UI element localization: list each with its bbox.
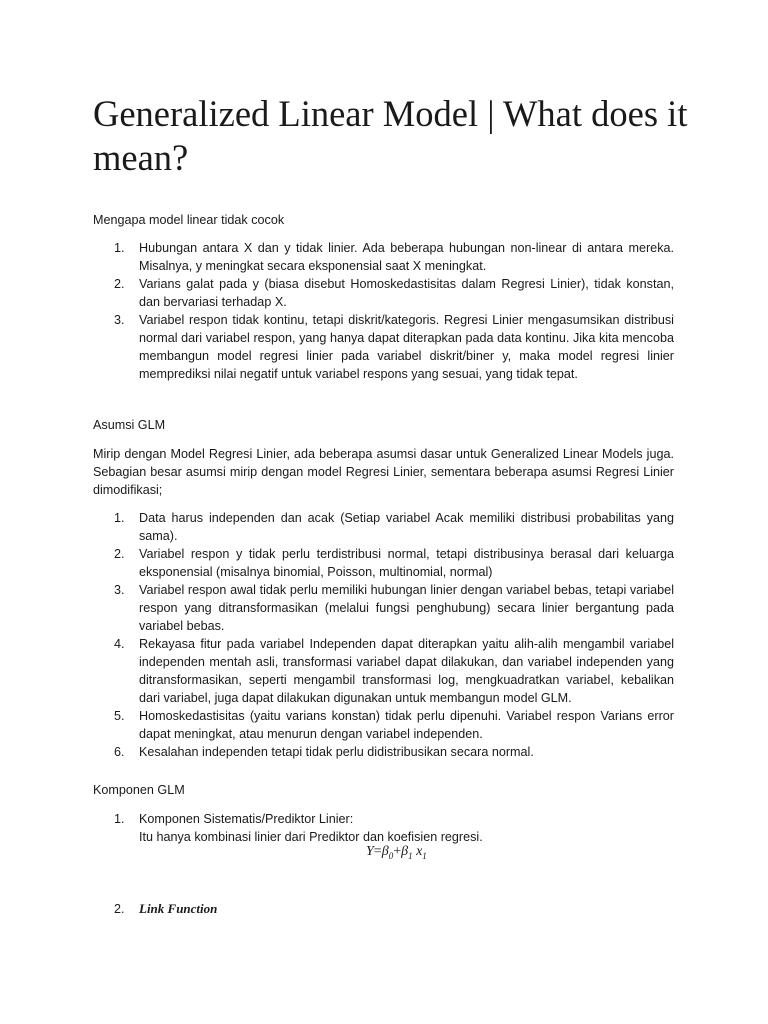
formula-x: x: [416, 844, 423, 859]
list-item: [93, 239, 674, 275]
list-item: [93, 900, 493, 918]
formula-x-sub: 1: [422, 850, 427, 861]
list-text: Hubungan antara X dan y tidak linier. Ada beberapa hubungan non-linear di antara mereka. Misalnya, y meningkat secara eksponensial saat X meningkat.: [139, 241, 674, 273]
list-item: [93, 743, 674, 761]
formula-beta0: β: [381, 844, 389, 859]
list-text: Kesalahan independen tetapi tidak perlu didistribusikan secara normal.: [139, 745, 534, 759]
list-item: [93, 545, 674, 581]
list-number: 3.: [114, 583, 125, 597]
section-heading-glm-assumptions: Asumsi GLM: [93, 418, 166, 432]
formula-plus: +: [393, 844, 402, 859]
list-number: 1.: [114, 241, 125, 255]
paragraph-intro: Mirip dengan Model Regresi Linier, ada beberapa asumsi dasar untuk Generalized Linear Models juga. Sebagian besar asumsi mirip dengan model Regresi Linier, sementara beberapa asumsi Regresi Linier dimodifikasi;: [93, 447, 674, 497]
list-components: [93, 810, 674, 846]
list-text: Link Function: [139, 901, 218, 916]
formula-y: Y: [366, 844, 374, 859]
section-heading-linear-model: Mengapa model linear tidak cocok: [93, 213, 285, 227]
list-text-line1: Komponen Sistematis/Prediktor Linier:: [139, 812, 354, 826]
list-number: 3.: [114, 313, 125, 327]
list-text-line2: Itu hanya kombinasi linier dari Prediktor dan koefisien regresi.: [139, 830, 483, 844]
list-item: [93, 707, 674, 743]
list-text: Homoskedastisitas (yaitu varians konstan) tidak perlu dipenuhi. Variabel respon Varians error dapat meningkat, atau menurun dengan variabel independen.: [139, 709, 674, 741]
list-number: 2.: [114, 277, 125, 291]
formula-equals: =: [373, 844, 382, 859]
list-reasons: [93, 239, 674, 383]
list-item: [93, 635, 674, 707]
list-item: [93, 275, 674, 311]
list-number: 1.: [114, 511, 125, 525]
linear-predictor-formula: [366, 844, 427, 861]
list-text: Variabel respon y tidak perlu terdistribusi normal, tetapi distribusinya berasal dari keluarga eksponensial (misalnya binomial, Poisson, multinomial, normal): [139, 547, 674, 579]
list-text: Varians galat pada y (biasa disebut Homoskedastisitas dalam Regresi Linier), tidak konstan, dan bervariasi terhadap X.: [139, 277, 674, 309]
list-item-link-function: [93, 900, 493, 918]
list-item: [93, 581, 674, 635]
page-title: Generalized Linear Model | What does it mean?: [93, 93, 688, 178]
list-item: [93, 810, 674, 846]
list-item: [93, 509, 674, 545]
list-assumptions: [93, 509, 674, 761]
list-text: Variabel respon tidak kontinu, tetapi diskrit/kategoris. Regresi Linier mengasumsikan distribusi normal dari variabel respon, yang hanya dapat diterapkan pada data kontinu. Jika kita mencoba membangun model regresi linier pada variabel diskrit/biner y, maka model regresi linier memprediksi nilai negatif untuk variabel respons yang sesuai, yang tidak tepat.: [139, 313, 674, 381]
list-item: [93, 311, 674, 383]
formula-beta0-sub: 0: [388, 850, 394, 861]
formula-beta1: β: [401, 844, 409, 859]
list-text: Rekayasa fitur pada variabel Independen dapat diterapkan yaitu alih-alih mengambil variabel independen mentah asli, transformasi variabel dapat dilakukan, dan variabel independen yang ditransformasikan, seperti mengambil transformasi log, mengkuadratkan variabel, kebalikan dari variabel, juga dapat dilakukan digunakan untuk membangun model GLM.: [139, 637, 674, 705]
list-number: 6.: [114, 745, 125, 759]
list-number: 5.: [114, 709, 125, 723]
list-number: 2.: [114, 547, 125, 561]
list-number: 2.: [114, 902, 125, 916]
list-text: Data harus independen dan acak (Setiap variabel Acak memiliki distribusi probabilitas yang sama).: [139, 511, 674, 543]
section-heading-glm-components: Komponen GLM: [93, 783, 185, 797]
formula-beta1-sub: 1: [408, 850, 413, 861]
list-text: Variabel respon awal tidak perlu memiliki hubungan linier dengan variabel bebas, tetapi variabel respon yang ditransformasikan (melalui fungsi penghubung) secara linier bergantung pada variabel bebas.: [139, 583, 674, 633]
list-number: 4.: [114, 637, 125, 651]
list-number: 1.: [114, 812, 125, 826]
